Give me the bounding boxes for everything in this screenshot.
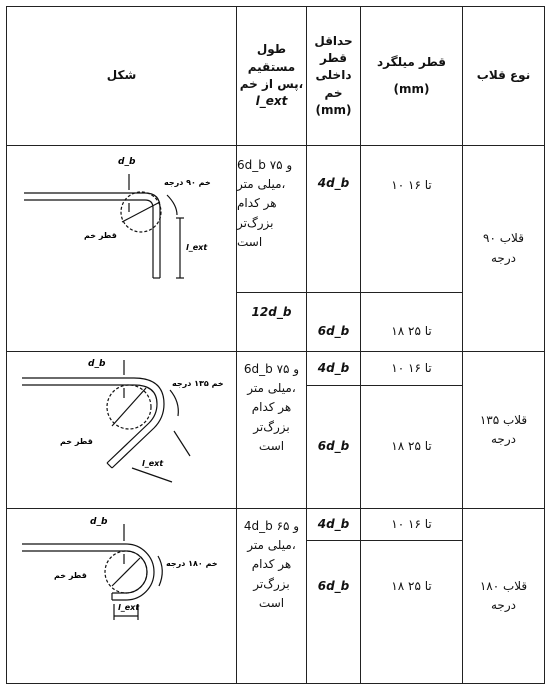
svg-text:خم ۱۳۵ درجه: خم ۱۳۵ درجه	[172, 379, 224, 388]
svg-text:d_b: d_b	[90, 517, 108, 527]
hook-90-figure	[14, 150, 232, 290]
hook-135-figure	[14, 356, 232, 504]
header-shape: شکل	[106, 68, 137, 83]
svg-text:خم ۹۰ درجه: خم ۹۰ درجه	[164, 178, 211, 187]
svg-text:خم ۱۸۰ درجه: خم ۱۸۰ درجه	[166, 559, 218, 568]
svg-text:قطر خم: قطر خم	[60, 437, 93, 446]
svg-text:d_b: d_b	[88, 359, 106, 369]
row90-range-large: ۱۸ تا ۲۵	[391, 323, 432, 338]
svg-text:l_ext: l_ext	[142, 459, 164, 468]
row135-length: 6d_b و ۷۵ میلی متر، هر کدام بزرگ‌تر است	[243, 362, 300, 453]
svg-text:قطر خم: قطر خم	[84, 231, 117, 240]
row180-hook-type: قلاب ۱۸۰ درجه	[479, 578, 528, 612]
row180-range-small: ۱۰ تا ۱۶	[391, 516, 432, 531]
hook-180-figure	[14, 512, 232, 624]
row135-hook-type: قلاب ۱۳۵ درجه	[479, 412, 528, 446]
header-min-inner-diameter: حداقل قطر داخلی خم (mm)	[314, 33, 353, 118]
svg-text:l_ext: l_ext	[186, 243, 208, 252]
row135-inner-diameter-large: 6d_b	[317, 439, 350, 454]
row90-length-alt: 12d_b	[251, 305, 292, 319]
row180-inner-diameter-small: 4d_b	[317, 516, 350, 531]
header-hook-type: نوع قلاب	[476, 68, 531, 83]
row90-hook-type: قلاب ۹۰ درجه	[483, 231, 524, 265]
row90-inner-diameter-large: 6d_b	[317, 323, 350, 338]
header-bar-diameter: قطر میلگرد (mm)	[376, 54, 447, 96]
row180-length: 4d_b و ۶۵ میلی متر، هر کدام بزرگ‌تر است	[243, 519, 300, 610]
row90-inner-diameter-small: 4d_b	[317, 176, 350, 190]
row135-inner-diameter-small: 4d_b	[317, 360, 350, 375]
row180-inner-diameter-large: 6d_b	[317, 579, 350, 593]
row135-range-large: ۱۸ تا ۲۵	[391, 439, 432, 454]
header-straight-length: طول مستقیم پس از خم، l_ext	[239, 42, 304, 109]
svg-text:قطر خم: قطر خم	[54, 571, 87, 580]
row180-range-large: ۱۸ تا ۲۵	[391, 579, 432, 593]
row90-range-small: ۱۰ تا ۱۶	[391, 178, 432, 192]
row135-range-small: ۱۰ تا ۱۶	[391, 360, 432, 375]
svg-text:d_b: d_b	[118, 157, 136, 167]
row90-length: 6d_b و ۷۵ میلی متر، هر کدام بزرگ‌تر است	[237, 158, 293, 249]
svg-text:l_ext: l_ext	[118, 603, 140, 612]
